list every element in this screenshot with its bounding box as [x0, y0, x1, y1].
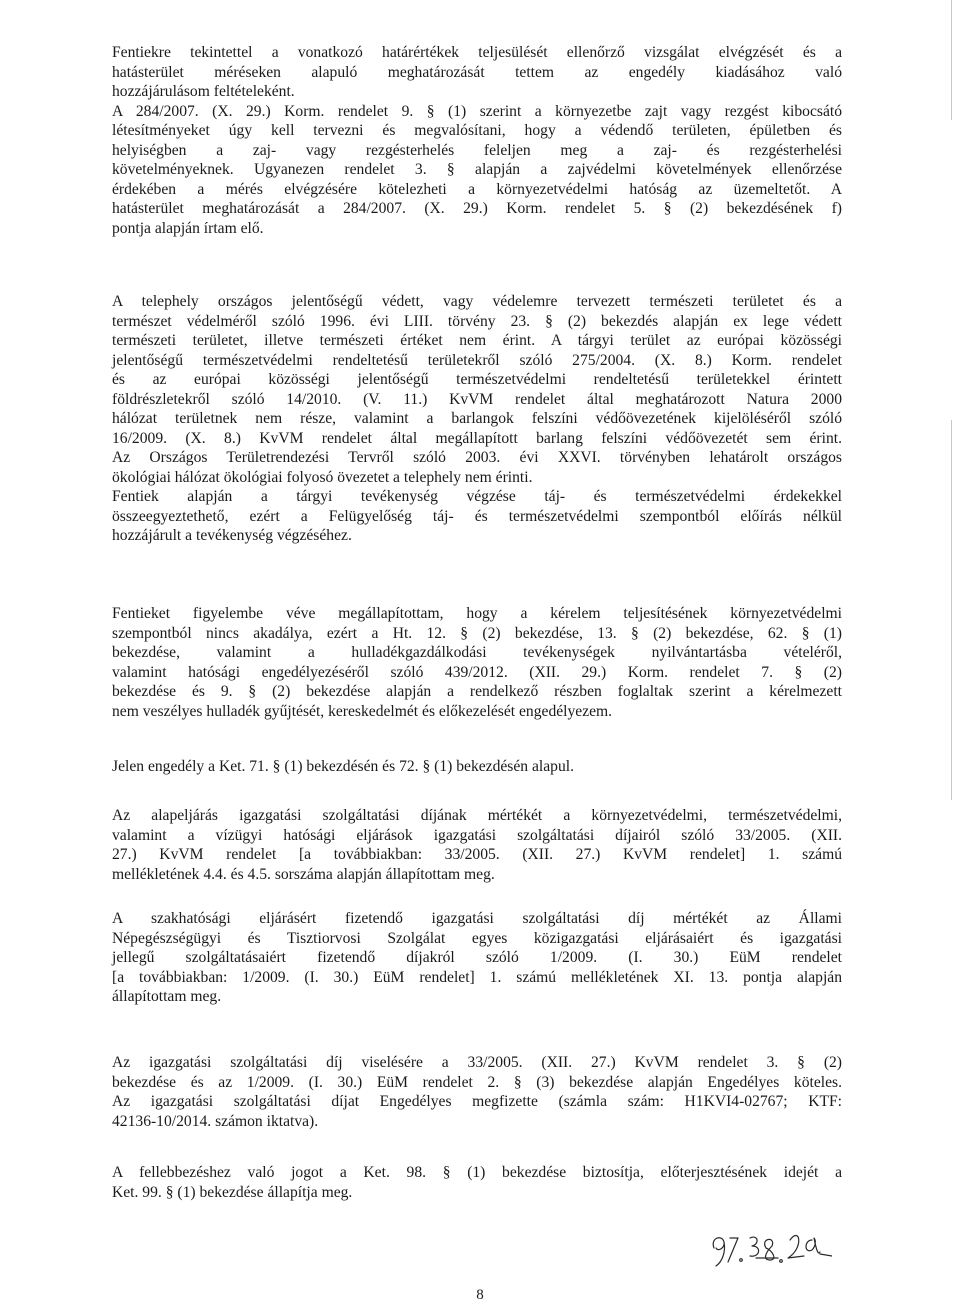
- paragraph-legal-basis: [112, 757, 842, 777]
- text-line: földrészletekről szóló 14/2010. (V. 11.) KvVM rendelet által meghatározott Natura 2000: [112, 390, 842, 408]
- text-line: Ket. 99. § (1) bekezdése állapítja meg.: [112, 1183, 353, 1201]
- text-line: és az európai közösségi jelentőségű természetvédelmi rendeltetésű területekkel érintett: [112, 371, 842, 388]
- text-line: Az alapeljárás igazgatási szolgáltatási díjának mértékét a környezetvédelmi, természetvédelmi,: [112, 807, 842, 824]
- text-line: követelményeknek. Ugyanezen rendelet 3. § alapján a zajvédelmi követelmények ellenőrzése: [112, 161, 842, 178]
- text-line: Jelen engedély a Ket. 71. § (1) bekezdésén és 72. § (1) bekezdésén alapul.: [112, 758, 574, 775]
- paragraph-expert-authority-fee: [112, 909, 842, 1007]
- text-line: hálózat területnek nem része, valamint a barlangok felszíni védőövezetének kijelöléséről szóló: [112, 410, 842, 427]
- text-line: 27.) KvVM rendelet [a továbbiakban: 33/2005. (XII. 27.) KvVM rendelet] 1. számú: [112, 846, 842, 863]
- text-line: mellékletének 4.4. és 4.5. sorszáma alapján állapítottam meg.: [112, 865, 495, 883]
- text-line: 42136-10/2014. számon iktatva).: [112, 1112, 319, 1130]
- text-line: bekezdése és az 1/2009. (I. 30.) EüM rendelet 2. § (3) bekezdése alapján Engedélyes köteles.: [112, 1073, 842, 1091]
- text-line: Az Országos Területrendezési Tervről szóló 2003. évi XXVI. törvényben lehatárolt országos: [112, 449, 842, 466]
- paragraph-permit-decision: [112, 604, 842, 721]
- text-line: érdekében a mérés elvégzésére kötelezheti a környezetvédelmi hatóság az üzemeltetőt. A: [112, 180, 842, 198]
- text-line: jellegű szolgáltatásaiért fizetendő díjakról szóló 1/2009. (I. 30.) EüM rendelet: [112, 949, 842, 966]
- text-line: [a továbbiakban: 1/2009. (I. 30.) EüM rendelet] 1. számú mellékletének XI. 13. pontja alapján: [112, 968, 842, 986]
- paragraph-noise-limits: [112, 43, 842, 238]
- scan-margin-line: [951, 0, 952, 120]
- text-line: nem veszélyes hulladék gyűjtését, kereskedelmét és előkezelését engedélyezem.: [112, 702, 613, 720]
- text-line: Fentieket figyelembe véve megállapítottam, hogy a kérelem teljesítésének környezetvédelmi: [112, 605, 842, 622]
- text-line: ökológiai hálózat ökológiai folyosó övezetet a telephely nem érinti.: [112, 468, 533, 486]
- handwritten-signature: [708, 1218, 832, 1268]
- text-line: valamint a vízügyi hatósági eljárások igazgatási szolgáltatási díjairól szóló 33/2005. (XII.: [112, 826, 842, 844]
- scan-margin-line: [951, 420, 952, 800]
- paragraph-appeal-rights: [112, 1163, 842, 1202]
- text-line: természet védelméről szóló 1996. évi LIII. törvény 23. § (2) bekezdés alapján ex lege védett: [112, 312, 842, 330]
- text-line: A szakhatósági eljárásért fizetendő igazgatási szolgáltatási díj mértékét az Állami: [112, 910, 842, 927]
- paragraph-nature-protection: [112, 292, 842, 546]
- text-line: valamint hatósági engedélyezéséről szóló 439/2012. (XII. 29.) Korm. rendelet 7. § (2): [112, 663, 842, 681]
- text-line: Népegészségügyi és Tisztiorvosi Szolgálat egyes közigazgatási eljárásaiért és igazgatási: [112, 929, 842, 947]
- text-line: hozzájárulásom feltételeként.: [112, 83, 295, 100]
- text-line: Az igazgatási szolgáltatási díj viselésére a 33/2005. (XII. 27.) KvVM rendelet 3. § (2): [112, 1054, 842, 1071]
- text-line: Az igazgatási szolgáltatási díjat Engedélyes megfizette (számla szám: H1KVI4-02767; KTF:: [112, 1093, 842, 1110]
- text-line: helyiségben a zaj- vagy rezgésterhelés feleljen meg a zaj- és rezgésterhelési: [112, 141, 842, 159]
- text-line: Fentiek alapján a tárgyi tevékenység végzése táj- és természetvédelmi érdekekkel: [112, 488, 842, 505]
- text-line: hatásterület méréseken alapuló meghatározását tettem az engedély kiadásához való: [112, 63, 842, 81]
- paragraph-service-fee: [112, 806, 842, 884]
- text-line: A 284/2007. (X. 29.) Korm. rendelet 9. § (1) szerint a környezetbe zajt vagy rezgést kibocsátó: [112, 102, 842, 120]
- text-line: 16/2009. (X. 8.) KvVM rendelet által megállapított barlang felszíni védőövezetét sem érint.: [112, 429, 842, 447]
- paragraph-fee-payment: [112, 1053, 842, 1131]
- text-line: Fentiekre tekintettel a vonatkozó határértékek teljesülését ellenőrző vizsgálat elvégzését és a: [112, 44, 842, 61]
- text-line: hozzájárult a tevékenység végzéséhez.: [112, 527, 352, 544]
- text-line: hatásterület meghatározását a 284/2007. (X. 29.) Korm. rendelet 5. § (2) bekezdésének f): [112, 200, 842, 217]
- text-line: A telephely országos jelentőségű védett, vagy védelemre tervezett természeti területet és a: [112, 293, 842, 310]
- text-line: szempontból nincs akadálya, ezért a Ht. 12. § (2) bekezdése, 13. § (2) bekezdése, 62. § (1): [112, 624, 842, 642]
- text-line: természeti területet, illetve természeti értéket nem érint. A tárgyi terület az európai közösségi: [112, 332, 842, 349]
- text-line: bekezdése, valamint a hulladékgazdálkodási tevékenységek nyilvántartásba vételéről,: [112, 644, 842, 661]
- text-line: összeegyeztethető, ezért a Felügyelőség táj- és természetvédelmi szempontból előírás nélkül: [112, 507, 842, 525]
- page-number: 8: [476, 1287, 484, 1303]
- text-line: létesítményeket úgy kell tervezni és megvalósítani, hogy a védendő területen, épületben és: [112, 122, 842, 139]
- text-line: állapítottam meg.: [112, 988, 222, 1005]
- text-line: A fellebbezéshez való jogot a Ket. 98. § (1) bekezdése biztosítja, előterjesztésének idejét a: [112, 1164, 842, 1181]
- text-line: pontja alapján írtam elő.: [112, 219, 264, 237]
- text-line: jelentőségű természetvédelmi rendeltetésű területekről szóló 275/2004. (X. 8.) Korm. rendelet: [112, 351, 842, 369]
- text-line: bekezdése és 9. § (2) bekezdése alapján a rendelkező részben foglaltak szerint a kérelmezett: [112, 683, 842, 700]
